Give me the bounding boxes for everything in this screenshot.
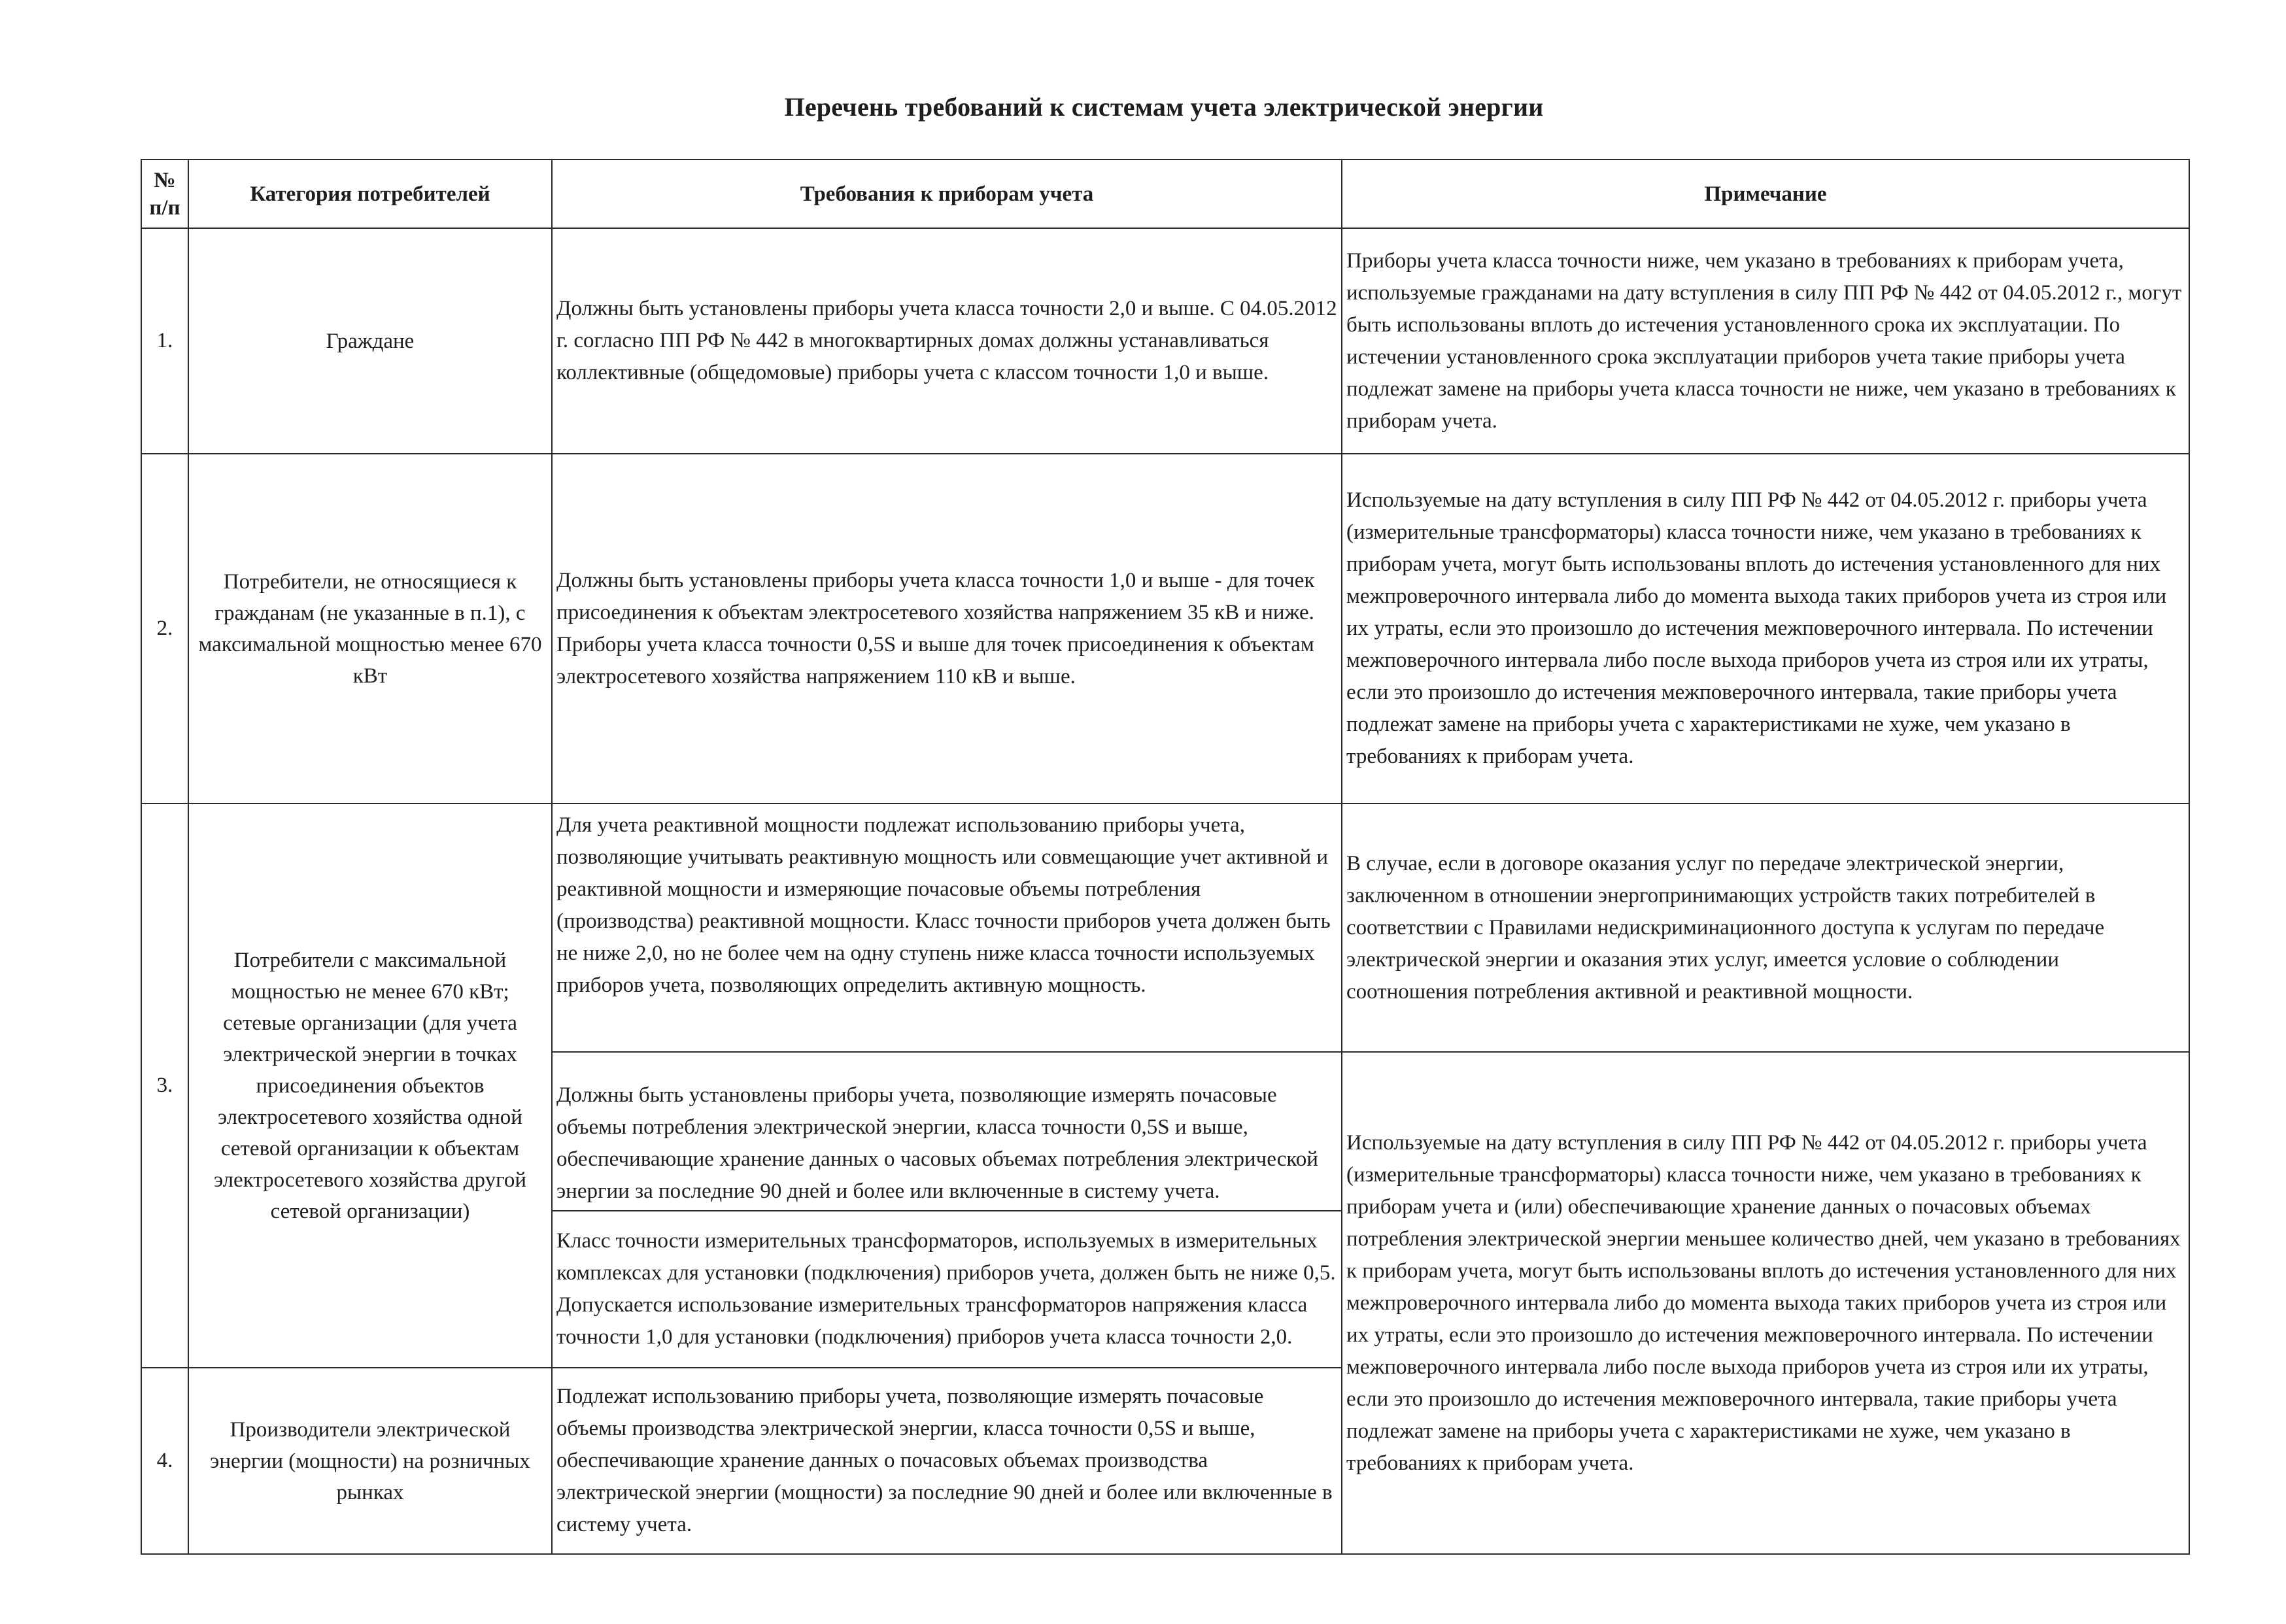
requirements-table: [141, 159, 2190, 1555]
header-category: Категория потребителей: [188, 160, 552, 228]
requirement-cell: Класс точности измерительных трансформаторов, используемых в измерительных комплексах для установки (подключения) приборов учета, должен быть не ниже 0,5. Допускается использование измерительных трансформаторов напряжения класса точности 1,0 для установки (подключения) приборов учета класса точности 2,0.: [552, 1211, 1342, 1368]
note-cell: Используемые на дату вступления в силу ПП РФ № 442 от 04.05.2012 г. приборы учета (измерительные трансформаторы) класса точности ниже, чем указано в требованиях к приборам учета, могут быть использованы вплоть до истечения установленного для них межпроверочного интервала либо до момента выхода таких приборов учета из строя или их утраты, если это произошло до истечения межповерочного интервала. По истечении межповерочного интервала либо после выхода приборов учета из строя или их утраты, если это произошло до истечения межповерочного интервала, такие приборы учета подлежат замене на приборы учета с характеристиками не хуже, чем указано в требованиях к приборам учета.: [1342, 454, 2189, 804]
header-requirements: Требования к приборам учета: [552, 160, 1342, 228]
requirement-cell: Должны быть установлены приборы учета класса точности 1,0 и выше - для точек присоединения к объектам электросетевого хозяйства напряжением 35 кВ и ниже. Приборы учета класса точности 0,5S и выше для точек присоединения к объектам электросетевого хозяйства напряжением 110 кВ и выше.: [552, 454, 1342, 804]
note-cell: В случае, если в договоре оказания услуг по передаче электрической энергии, заключенном в отношении энергопринимающих устройств таких потребителей в соответствии с Правилами недискриминационного доступа к услугам по передаче электрической энергии и оказания этих услуг, имеется условие о соблюдении соотношения потребления активной и реактивной мощности.: [1342, 804, 2189, 1052]
header-row: [141, 160, 2189, 228]
row-number: 2.: [141, 454, 188, 804]
note-cell: Приборы учета класса точности ниже, чем указано в требованиях к приборам учета, используемые гражданами на дату вступления в силу ПП РФ № 442 от 04.05.2012 г., могут быть использованы вплоть до истечения установленного срока их эксплуатации. По истечении установленного срока эксплуатации приборов учета такие приборы учета подлежат замене на приборы учета класса точности не ниже, чем указано в требованиях к приборам учета.: [1342, 228, 2189, 454]
note-cell: Используемые на дату вступления в силу ПП РФ № 442 от 04.05.2012 г. приборы учета (измерительные трансформаторы) класса точности ниже, чем указано в требованиях к приборам учета и (или) обеспечивающие хранение данных о почасовых объемах потребления электрической энергии меньшее количество дней, чем указано в требованиях к приборам учета, могут быть использованы вплоть до истечения установленного для них межпроверочного интервала либо до момента выхода таких приборов учета из строя или их утраты, если это произошло до истечения межповерочного интервала. По истечении межповерочного интервала либо после выхода приборов учета из строя или их утраты, если это произошло до истечения межповерочного интервала, такие приборы учета подлежат замене на приборы учета с характеристиками не хуже, чем указано в требованиях к приборам учета.: [1342, 1052, 2189, 1554]
consumer-category: Граждане: [188, 228, 552, 454]
row-number: 4.: [141, 1368, 188, 1554]
header-note: Примечание: [1342, 160, 2189, 228]
consumer-category: Потребители с максимальной мощностью не менее 670 кВт; сетевые организации (для учета электрической энергии в точках присоединения объектов электросетевого хозяйства одной сетевой организации к объектам электросетевого хозяйства другой сетевой организации): [188, 804, 552, 1368]
row-number: 1.: [141, 228, 188, 454]
requirement-cell: Для учета реактивной мощности подлежат использованию приборы учета, позволяющие учитывать реактивную мощность или совмещающие учет активной и реактивной мощности и измеряющие почасовые объемы потребления (производства) реактивной мощности. Класс точности приборов учета должен быть не ниже 2,0, но не более чем на одну ступень ниже класса точности используемых приборов учета, позволяющих определить активную мощность.: [552, 804, 1342, 1052]
consumer-category: Потребители, не относящиеся к гражданам (не указанные в п.1), с максимальной мощностью менее 670 кВт: [188, 454, 552, 804]
requirement-cell: Подлежат использованию приборы учета, позволяющие измерять почасовые объемы производства электрической энергии, класса точности 0,5S и выше, обеспечивающие хранение данных о почасовых объемах производства электрической энергии (мощности) за последние 90 дней и более или включенные в систему учета.: [552, 1368, 1342, 1554]
requirement-cell: Должны быть установлены приборы учета класса точности 2,0 и выше. С 04.05.2012 г. согласно ПП РФ № 442 в многоквартирных домах должны устанавливаться коллективные (общедомовые) приборы учета с классом точности 1,0 и выше.: [552, 228, 1342, 454]
row-number: 3.: [141, 804, 188, 1368]
table-row: [141, 454, 2189, 804]
table-row: [141, 228, 2189, 454]
requirement-cell: Должны быть установлены приборы учета, позволяющие измерять почасовые объемы потребления электрической энергии, класса точности 0,5S и выше, обеспечивающие хранение данных о часовых объемах потребления электрической энергии за последние 90 дней и более или включенные в систему учета.: [552, 1052, 1342, 1211]
document-title: Перечень требований к системам учета электрической энергии: [784, 92, 1544, 122]
header-num: № п/п: [141, 160, 188, 228]
table-row: [141, 804, 2189, 1052]
consumer-category: Производители электрической энергии (мощности) на розничных рынках: [188, 1368, 552, 1554]
